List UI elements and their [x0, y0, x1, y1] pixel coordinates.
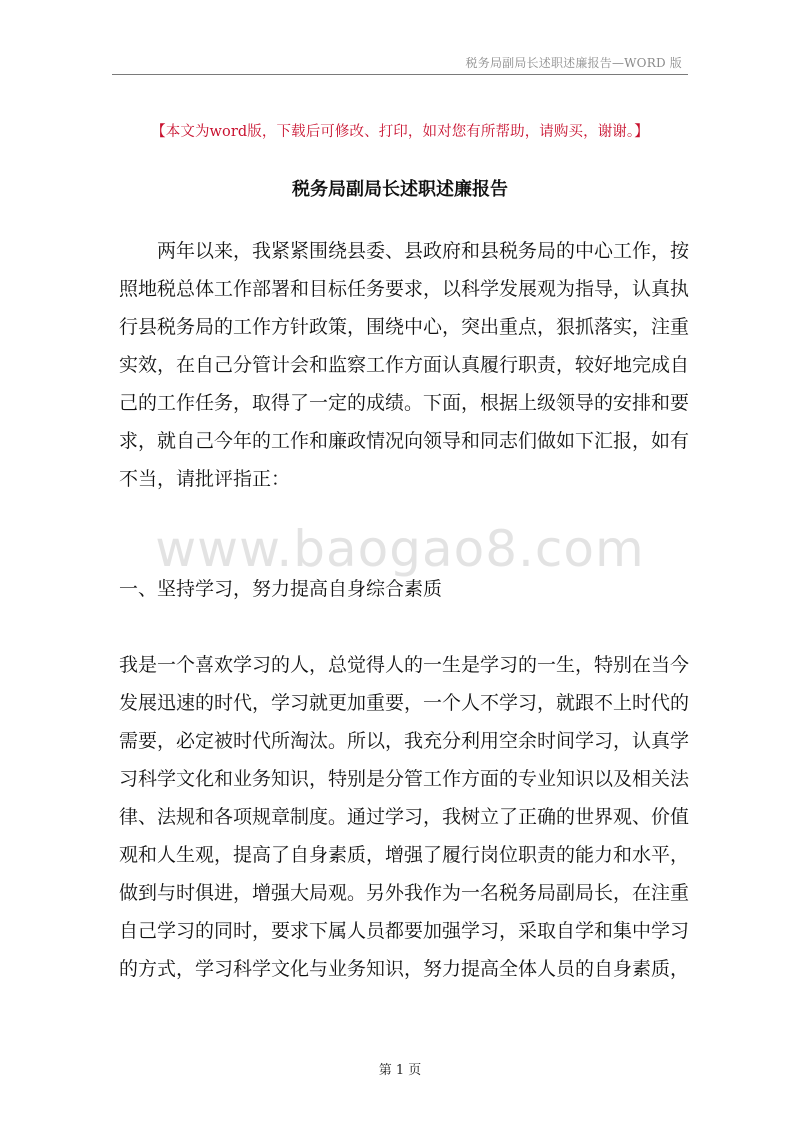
intro-paragraph: [119, 232, 690, 498]
paragraph-line: 行县税务局的工作方针政策，围绕中心，突出重点，狠抓落实，注重: [119, 316, 690, 338]
paragraph-line: 求，就自己今年的工作和廉政情况向领导和同志们做如下汇报，如有: [119, 430, 690, 452]
paragraph-line: 需要，必定被时代所淘汰。所以，我充分利用空余时间学习，认真学: [119, 730, 690, 752]
running-header: 税务局副局长述职述廉报告—WORD 版: [465, 56, 682, 70]
site-watermark: www.baogao8.com: [155, 520, 645, 578]
paragraph-line: 律、法规和各项规章制度。通过学习，我树立了正确的世界观、价值: [119, 806, 690, 828]
paragraph-line: 自己学习的同时，要求下属人员都要加强学习，采取自学和集中学习: [119, 920, 690, 942]
paragraph-line: 实效，在自己分管计会和监察工作方面认真履行职责，较好地完成自: [119, 354, 690, 376]
paragraph-line: 习科学文化和业务知识，特别是分管工作方面的专业知识以及相关法: [119, 768, 690, 790]
page-number: 第 1 页: [378, 1063, 422, 1078]
section-heading: 一、坚持学习，努力提高自身综合素质: [119, 578, 443, 600]
paragraph-line: 照地税总体工作部署和目标任务要求，以科学发展观为指导，认真执: [119, 278, 690, 300]
header-rule: [112, 74, 688, 75]
paragraph-line: 做到与时俱进，增强大局观。另外我作为一名税务局副局长，在注重: [119, 882, 690, 904]
paragraph-line: 我是一个喜欢学习的人，总觉得人的一生是学习的一生，特别在当今: [119, 654, 690, 676]
paragraph-line: 己的工作任务，取得了一定的成绩。下面，根据上级领导的安排和要: [119, 392, 690, 414]
paragraph-line: 发展迅速的时代，学习就更加重要，一个人不学习，就跟不上时代的: [119, 692, 690, 714]
paragraph-line: 不当，请批评指正：: [119, 468, 291, 490]
section-paragraph: [119, 646, 690, 988]
download-notice: 【本文为word版，下载后可修改、打印，如对您有所帮助，请购买，谢谢。】: [151, 124, 649, 140]
document-title: 税务局副局长述职述廉报告: [292, 179, 508, 200]
paragraph-line: 观和人生观，提高了自身素质，增强了履行岗位职责的能力和水平，: [119, 844, 690, 866]
paragraph-line: 两年以来，我紧紧围绕县委、县政府和县税务局的中心工作，按: [157, 240, 690, 262]
paragraph-line: 的方式，学习科学文化与业务知识，努力提高全体人员的自身素质，: [119, 958, 690, 980]
